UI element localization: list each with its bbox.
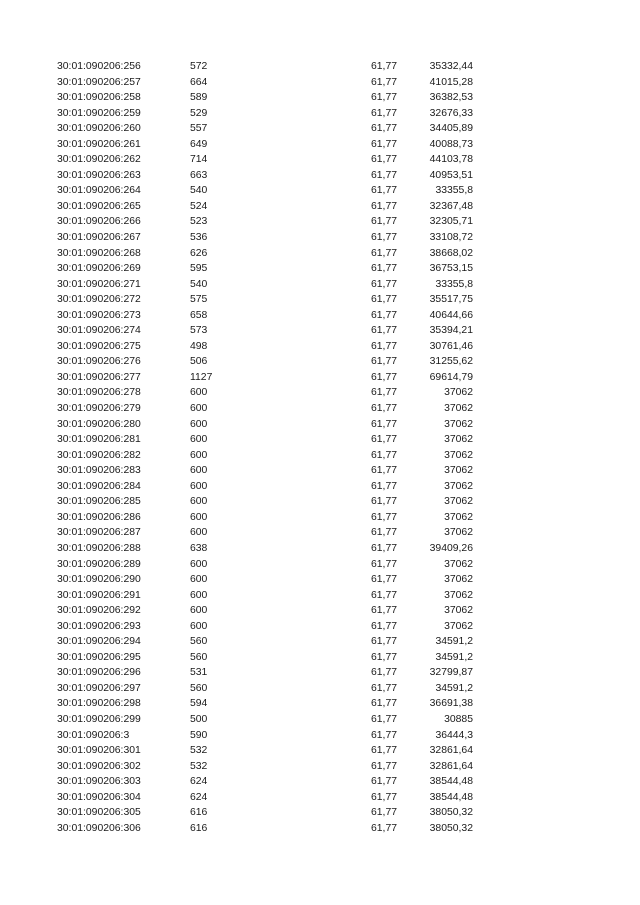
value-cell: 38544,48	[429, 776, 473, 788]
table-row	[57, 588, 487, 604]
cadastral-number-cell: 30:01:090206:277	[57, 371, 141, 383]
table-row	[57, 183, 487, 199]
rate-cell: 61,77	[371, 682, 398, 694]
value-cell: 38050,32	[429, 807, 473, 819]
value-cell: 41015,28	[429, 76, 473, 88]
table-row	[57, 557, 487, 573]
value-cell: 31255,62	[429, 356, 473, 368]
area-cell: 663	[190, 169, 208, 181]
area-cell: 524	[190, 200, 208, 212]
value-cell: 36382,53	[429, 92, 473, 104]
value-cell: 44103,78	[429, 154, 473, 166]
area-cell: 590	[190, 729, 208, 741]
cadastral-number-cell: 30:01:090206:281	[57, 434, 141, 446]
value-cell: 30885	[444, 713, 473, 725]
rate-cell: 61,77	[371, 449, 398, 461]
area-cell: 557	[190, 123, 208, 135]
rate-cell: 61,77	[371, 760, 398, 772]
table-row	[57, 385, 487, 401]
rate-cell: 61,77	[371, 807, 398, 819]
area-cell: 600	[190, 387, 208, 399]
table-row	[57, 650, 487, 666]
rate-cell: 61,77	[371, 434, 398, 446]
value-cell: 38544,48	[429, 791, 473, 803]
rate-cell: 61,77	[371, 713, 398, 725]
rate-cell: 61,77	[371, 263, 398, 275]
data-table	[57, 59, 487, 836]
value-cell: 37062	[444, 527, 473, 539]
cadastral-number-cell: 30:01:090206:258	[57, 92, 141, 104]
rate-cell: 61,77	[371, 61, 398, 72]
rate-cell: 61,77	[371, 496, 398, 508]
value-cell: 35332,44	[429, 61, 473, 72]
rate-cell: 61,77	[371, 371, 398, 383]
table-row	[57, 759, 487, 775]
table-row	[57, 90, 487, 106]
area-cell: 626	[190, 247, 208, 259]
cadastral-number-cell: 30:01:090206:256	[57, 61, 141, 72]
value-cell: 40644,66	[429, 309, 473, 321]
cadastral-number-cell: 30:01:090206:274	[57, 325, 141, 337]
rate-cell: 61,77	[371, 340, 398, 352]
value-cell: 38668,02	[429, 247, 473, 259]
cadastral-number-cell: 30:01:090206:299	[57, 713, 141, 725]
table-row	[57, 634, 487, 650]
cadastral-number-cell: 30:01:090206:268	[57, 247, 141, 259]
value-cell: 35517,75	[429, 294, 473, 306]
area-cell: 714	[190, 154, 208, 166]
table-row	[57, 214, 487, 230]
value-cell: 37062	[444, 574, 473, 586]
rate-cell: 61,77	[371, 123, 398, 135]
cadastral-number-cell: 30:01:090206:296	[57, 667, 141, 679]
table-row	[57, 681, 487, 697]
cadastral-number-cell: 30:01:090206:301	[57, 745, 141, 757]
rate-cell: 61,77	[371, 745, 398, 757]
area-cell: 589	[190, 92, 208, 104]
table-row	[57, 712, 487, 728]
table-row	[57, 230, 487, 246]
area-cell: 638	[190, 542, 208, 554]
area-cell: 572	[190, 61, 208, 72]
value-cell: 37062	[444, 387, 473, 399]
value-cell: 32799,87	[429, 667, 473, 679]
table-row	[57, 774, 487, 790]
rate-cell: 61,77	[371, 651, 398, 663]
rate-cell: 61,77	[371, 325, 398, 337]
cadastral-number-cell: 30:01:090206:261	[57, 138, 141, 150]
table-row	[57, 665, 487, 681]
rate-cell: 61,77	[371, 107, 398, 119]
cadastral-number-cell: 30:01:090206:269	[57, 263, 141, 275]
area-cell: 658	[190, 309, 208, 321]
rate-cell: 61,77	[371, 465, 398, 477]
table-row	[57, 323, 487, 339]
area-cell: 616	[190, 807, 208, 819]
table-row	[57, 696, 487, 712]
value-cell: 32861,64	[429, 745, 473, 757]
area-cell: 531	[190, 667, 208, 679]
cadastral-number-cell: 30:01:090206:267	[57, 232, 141, 244]
table-row	[57, 790, 487, 806]
area-cell: 523	[190, 216, 208, 228]
table-row	[57, 728, 487, 744]
value-cell: 37062	[444, 480, 473, 492]
cadastral-number-cell: 30:01:090206:290	[57, 574, 141, 586]
cadastral-number-cell: 30:01:090206:286	[57, 511, 141, 523]
value-cell: 33355,8	[435, 278, 473, 290]
cadastral-number-cell: 30:01:090206:260	[57, 123, 141, 135]
area-cell: 540	[190, 185, 208, 197]
cadastral-number-cell: 30:01:090206:304	[57, 791, 141, 803]
rate-cell: 61,77	[371, 418, 398, 430]
table-row	[57, 510, 487, 526]
value-cell: 37062	[444, 589, 473, 601]
cadastral-number-cell: 30:01:090206:284	[57, 480, 141, 492]
cadastral-number-cell: 30:01:090206:279	[57, 403, 141, 415]
rate-cell: 61,77	[371, 309, 398, 321]
table-row	[57, 603, 487, 619]
area-cell: 600	[190, 403, 208, 415]
table-row	[57, 805, 487, 821]
value-cell: 32367,48	[429, 200, 473, 212]
value-cell: 32676,33	[429, 107, 473, 119]
cadastral-number-cell: 30:01:090206:282	[57, 449, 141, 461]
rate-cell: 61,77	[371, 247, 398, 259]
cadastral-number-cell: 30:01:090206:289	[57, 558, 141, 570]
area-cell: 600	[190, 465, 208, 477]
cadastral-number-cell: 30:01:090206:266	[57, 216, 141, 228]
cadastral-number-cell: 30:01:090206:257	[57, 76, 141, 88]
rate-cell: 61,77	[371, 698, 398, 710]
rate-cell: 61,77	[371, 278, 398, 290]
table-row	[57, 308, 487, 324]
cadastral-number-cell: 30:01:090206:297	[57, 682, 141, 694]
area-cell: 600	[190, 434, 208, 446]
table-row	[57, 277, 487, 293]
area-cell: 600	[190, 605, 208, 617]
area-cell: 600	[190, 480, 208, 492]
table-row	[57, 821, 487, 837]
cadastral-number-cell: 30:01:090206:259	[57, 107, 141, 119]
area-cell: 536	[190, 232, 208, 244]
cadastral-number-cell: 30:01:090206:287	[57, 527, 141, 539]
value-cell: 36691,38	[429, 698, 473, 710]
value-cell: 37062	[444, 465, 473, 477]
rate-cell: 61,77	[371, 294, 398, 306]
table-row	[57, 168, 487, 184]
rate-cell: 61,77	[371, 511, 398, 523]
area-cell: 600	[190, 620, 208, 632]
cadastral-number-cell: 30:01:090206:283	[57, 465, 141, 477]
value-cell: 39409,26	[429, 542, 473, 554]
rate-cell: 61,77	[371, 729, 398, 741]
cadastral-number-cell: 30:01:090206:275	[57, 340, 141, 352]
rate-cell: 61,77	[371, 620, 398, 632]
table-row	[57, 417, 487, 433]
cadastral-number-cell: 30:01:090206:273	[57, 309, 141, 321]
table-row	[57, 572, 487, 588]
table-row	[57, 448, 487, 464]
area-cell: 600	[190, 418, 208, 430]
rate-cell: 61,77	[371, 605, 398, 617]
cadastral-number-cell: 30:01:090206:288	[57, 542, 141, 554]
value-cell: 40088,73	[429, 138, 473, 150]
cadastral-number-cell: 30:01:090206:262	[57, 154, 141, 166]
value-cell: 40953,51	[429, 169, 473, 181]
rate-cell: 61,77	[371, 574, 398, 586]
rate-cell: 61,77	[371, 480, 398, 492]
area-cell: 540	[190, 278, 208, 290]
rate-cell: 61,77	[371, 542, 398, 554]
value-cell: 34405,89	[429, 123, 473, 135]
value-cell: 37062	[444, 418, 473, 430]
table-row	[57, 743, 487, 759]
cadastral-number-cell: 30:01:090206:280	[57, 418, 141, 430]
table-row	[57, 354, 487, 370]
area-cell: 529	[190, 107, 208, 119]
area-cell: 600	[190, 558, 208, 570]
rate-cell: 61,77	[371, 92, 398, 104]
table-row	[57, 339, 487, 355]
table-row	[57, 401, 487, 417]
value-cell: 37062	[444, 558, 473, 570]
rate-cell: 61,77	[371, 527, 398, 539]
cadastral-number-cell: 30:01:090206:263	[57, 169, 141, 181]
value-cell: 33108,72	[429, 232, 473, 244]
rate-cell: 61,77	[371, 387, 398, 399]
area-cell: 600	[190, 511, 208, 523]
rate-cell: 61,77	[371, 667, 398, 679]
cadastral-number-cell: 30:01:090206:298	[57, 698, 141, 710]
rate-cell: 61,77	[371, 154, 398, 166]
area-cell: 624	[190, 776, 208, 788]
rate-cell: 61,77	[371, 558, 398, 570]
area-cell: 600	[190, 496, 208, 508]
table-row	[57, 619, 487, 635]
cadastral-number-cell: 30:01:090206:285	[57, 496, 141, 508]
table-row	[57, 541, 487, 557]
rate-cell: 61,77	[371, 232, 398, 244]
cadastral-number-cell: 30:01:090206:265	[57, 200, 141, 212]
cadastral-number-cell: 30:01:090206:271	[57, 278, 141, 290]
value-cell: 34591,2	[435, 651, 473, 663]
table-row	[57, 137, 487, 153]
cadastral-number-cell: 30:01:090206:306	[57, 822, 141, 834]
table-row	[57, 59, 487, 75]
value-cell: 37062	[444, 496, 473, 508]
area-cell: 1127	[190, 371, 213, 383]
table-row	[57, 121, 487, 137]
rate-cell: 61,77	[371, 356, 398, 368]
area-cell: 595	[190, 263, 208, 275]
value-cell: 34591,2	[435, 636, 473, 648]
rate-cell: 61,77	[371, 403, 398, 415]
table-row	[57, 432, 487, 448]
rate-cell: 61,77	[371, 636, 398, 648]
cadastral-number-cell: 30:01:090206:293	[57, 620, 141, 632]
rate-cell: 61,77	[371, 791, 398, 803]
rate-cell: 61,77	[371, 76, 398, 88]
table-row	[57, 494, 487, 510]
cadastral-number-cell: 30:01:090206:295	[57, 651, 141, 663]
value-cell: 32305,71	[429, 216, 473, 228]
area-cell: 624	[190, 791, 208, 803]
rate-cell: 61,77	[371, 589, 398, 601]
area-cell: 594	[190, 698, 208, 710]
cadastral-number-cell: 30:01:090206:305	[57, 807, 141, 819]
area-cell: 506	[190, 356, 208, 368]
cadastral-number-cell: 30:01:090206:302	[57, 760, 141, 772]
cadastral-number-cell: 30:01:090206:276	[57, 356, 141, 368]
cadastral-number-cell: 30:01:090206:291	[57, 589, 141, 601]
area-cell: 664	[190, 76, 208, 88]
value-cell: 37062	[444, 620, 473, 632]
area-cell: 498	[190, 340, 208, 352]
area-cell: 500	[190, 713, 208, 725]
area-cell: 560	[190, 636, 208, 648]
cadastral-number-cell: 30:01:090206:303	[57, 776, 141, 788]
rate-cell: 61,77	[371, 138, 398, 150]
cadastral-number-cell: 30:01:090206:272	[57, 294, 141, 306]
value-cell: 35394,21	[429, 325, 473, 337]
table-row	[57, 261, 487, 277]
value-cell: 36753,15	[429, 263, 473, 275]
table-row	[57, 479, 487, 495]
area-cell: 600	[190, 527, 208, 539]
cadastral-number-cell: 30:01:090206:292	[57, 605, 141, 617]
cadastral-number-cell: 30:01:090206:294	[57, 636, 141, 648]
value-cell: 69614,79	[429, 371, 473, 383]
cadastral-number-cell: 30:01:090206:264	[57, 185, 141, 197]
value-cell: 38050,32	[429, 822, 473, 834]
rate-cell: 61,77	[371, 185, 398, 197]
area-cell: 600	[190, 449, 208, 461]
area-cell: 575	[190, 294, 208, 306]
table-row	[57, 370, 487, 386]
value-cell: 36444,3	[435, 729, 473, 741]
area-cell: 573	[190, 325, 208, 337]
table-row	[57, 463, 487, 479]
cadastral-number-cell: 30:01:090206:278	[57, 387, 141, 399]
value-cell: 37062	[444, 434, 473, 446]
value-cell: 30761,46	[429, 340, 473, 352]
table-row	[57, 292, 487, 308]
area-cell: 616	[190, 822, 208, 834]
rate-cell: 61,77	[371, 200, 398, 212]
value-cell: 37062	[444, 605, 473, 617]
value-cell: 33355,8	[435, 185, 473, 197]
rate-cell: 61,77	[371, 216, 398, 228]
table-row	[57, 75, 487, 91]
table-row	[57, 246, 487, 262]
value-cell: 37062	[444, 449, 473, 461]
rate-cell: 61,77	[371, 169, 398, 181]
area-cell: 600	[190, 574, 208, 586]
area-cell: 532	[190, 760, 208, 772]
value-cell: 37062	[444, 511, 473, 523]
value-cell: 34591,2	[435, 682, 473, 694]
table-row	[57, 199, 487, 215]
value-cell: 32861,64	[429, 760, 473, 772]
rate-cell: 61,77	[371, 822, 398, 834]
area-cell: 560	[190, 651, 208, 663]
cadastral-number-cell: 30:01:090206:3	[57, 729, 130, 741]
table-row	[57, 152, 487, 168]
table-row	[57, 525, 487, 541]
area-cell: 560	[190, 682, 208, 694]
area-cell: 532	[190, 745, 208, 757]
area-cell: 600	[190, 589, 208, 601]
value-cell: 37062	[444, 403, 473, 415]
table-row	[57, 106, 487, 122]
area-cell: 649	[190, 138, 208, 150]
rate-cell: 61,77	[371, 776, 398, 788]
